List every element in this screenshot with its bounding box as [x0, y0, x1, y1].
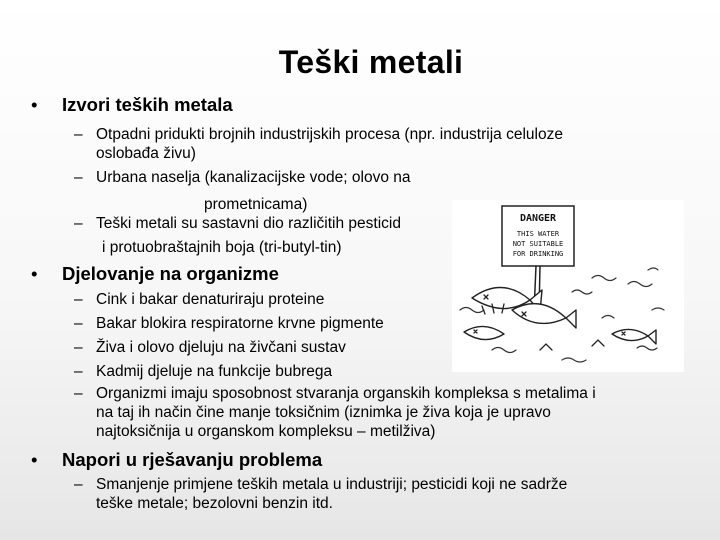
dash: – [74, 291, 83, 308]
item-line: Otpadni pridukti brojnih industrijskih procesa (npr. industrija celuloze [96, 126, 563, 143]
dash: – [74, 363, 83, 380]
dash: – [74, 385, 83, 402]
dash: – [74, 169, 83, 186]
heading-text: Izvori teških metala [62, 94, 233, 115]
item-line: prometnicama) [204, 196, 308, 213]
dash: – [74, 215, 83, 232]
sign-text: THIS WATER [516, 230, 560, 238]
bullet: • [31, 449, 38, 470]
item-line: Urbana naselja (kanalizacijske vode; olovo na [96, 169, 411, 186]
item-line: Cink i bakar denaturiraju proteine [96, 291, 325, 308]
heading-text: Djelovanje na organizme [62, 263, 279, 284]
item-line: na taj ih način čine manje toksičnim (iznimka je živa koja je upravo [96, 404, 551, 421]
item-line: najtoksičnija u organskom kompleksu – metilživa) [96, 423, 436, 440]
item-line: Kadmij djeluje na funkcije bubrega [96, 363, 333, 380]
section-heading-efforts [31, 449, 322, 471]
dash: – [74, 476, 83, 493]
item-line: teške metale; bezolovni benzin itd. [96, 495, 333, 512]
sign-text: NOT SUITABLE [512, 240, 564, 248]
item-line: Organizmi imaju sposobnost stvaranja organskih kompleksa s metalima i [96, 385, 596, 402]
section-heading-sources [31, 94, 233, 116]
dash: – [74, 315, 83, 332]
polluted-water-illustration [452, 200, 684, 372]
item-line: oslobađa živu) [96, 145, 196, 162]
item-line: i protuobraštajnih boja (tri-butyl-tin) [102, 239, 342, 256]
dash: – [74, 339, 83, 356]
item-line: Bakar blokira respiratorne krvne pigmente [96, 315, 384, 332]
dash: – [74, 126, 83, 143]
slide-title: Teški metali [278, 44, 464, 80]
item-line: Živa i olovo djeluju na živčani sustav [96, 339, 346, 356]
section-heading-effects [31, 263, 279, 285]
item-line: Teški metali su sastavni dio različitih pesticid [96, 215, 401, 232]
sign-text: FOR DRINKING [512, 250, 564, 258]
bullet: • [31, 94, 38, 115]
bullet: • [31, 263, 38, 284]
item-line: Smanjenje primjene teških metala u industriji; pesticidi koji ne sadrže [96, 476, 568, 493]
heading-text: Napori u rješavanju problema [62, 449, 323, 470]
sign-text: DANGER [519, 213, 557, 224]
